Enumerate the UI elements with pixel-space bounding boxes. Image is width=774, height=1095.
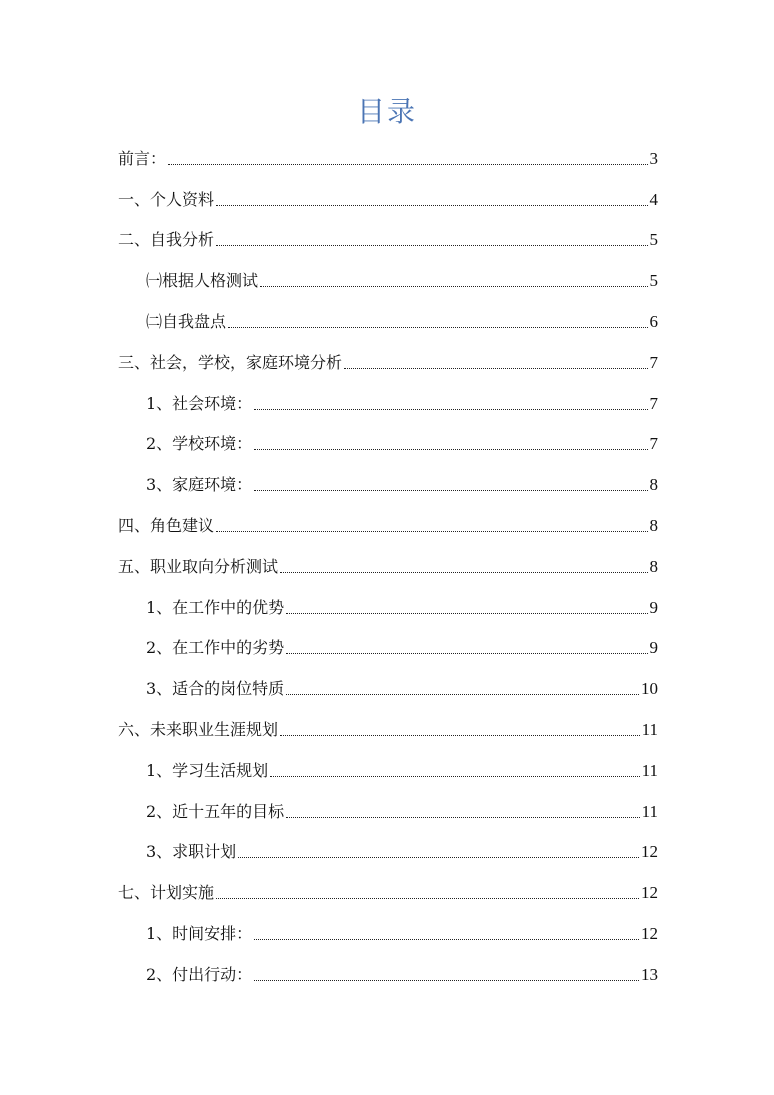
toc-entry-label: 3、家庭环境： bbox=[146, 475, 253, 495]
toc-entry-page-number: 11 bbox=[641, 801, 658, 821]
toc-entry-page-number: 7 bbox=[649, 393, 658, 413]
dot-leader bbox=[238, 856, 639, 858]
dot-leader bbox=[254, 489, 647, 491]
toc-entry-label: 2、付出行动： bbox=[146, 964, 253, 984]
toc-entry-page-number: 5 bbox=[649, 230, 658, 250]
toc-entry[interactable] bbox=[118, 870, 658, 911]
dot-leader bbox=[280, 734, 640, 736]
dot-leader bbox=[286, 612, 647, 614]
toc-entry-page-number: 13 bbox=[641, 964, 658, 984]
toc-entry-page-number: 8 bbox=[649, 556, 658, 576]
toc-entry-label: 三、社会，学校，家庭环境分析 bbox=[118, 352, 343, 372]
toc-title: 目录 bbox=[356, 95, 417, 128]
toc-entry-page-number: 7 bbox=[649, 352, 658, 372]
toc-entry[interactable] bbox=[118, 218, 658, 259]
toc-entry[interactable] bbox=[118, 136, 658, 177]
toc-entry-label: 1、在工作中的优势 bbox=[146, 597, 285, 617]
dot-leader bbox=[254, 448, 647, 450]
toc-entry[interactable] bbox=[118, 830, 658, 871]
toc-entry-label: 五、职业取向分析测试 bbox=[118, 556, 279, 576]
toc-entry[interactable] bbox=[118, 340, 658, 381]
dot-leader bbox=[216, 204, 647, 206]
toc-entry-label: 2、近十五年的目标 bbox=[146, 801, 285, 821]
toc-entry-label: 1、时间安排： bbox=[146, 923, 253, 943]
toc-entry[interactable] bbox=[118, 544, 658, 585]
dot-leader bbox=[254, 938, 639, 940]
toc-entry-label: 六、未来职业生涯规划 bbox=[118, 719, 279, 739]
toc-entry-page-number: 12 bbox=[641, 842, 658, 862]
toc-entry[interactable] bbox=[118, 748, 658, 789]
toc-entry-label: 1、社会环境： bbox=[146, 393, 253, 413]
toc-entry-label: ㈡自我盘点 bbox=[146, 311, 227, 331]
dot-leader bbox=[270, 775, 639, 777]
dot-leader bbox=[260, 285, 647, 287]
toc-entry-page-number: 9 bbox=[649, 638, 658, 658]
toc-entry-label: 二、自我分析 bbox=[118, 230, 215, 250]
toc-entry[interactable] bbox=[118, 462, 658, 503]
dot-leader bbox=[216, 530, 647, 532]
toc-entry[interactable] bbox=[118, 177, 658, 218]
toc-entry-page-number: 12 bbox=[641, 883, 658, 903]
dot-leader bbox=[168, 163, 647, 165]
toc-entry[interactable] bbox=[118, 707, 658, 748]
toc-entry-page-number: 9 bbox=[649, 597, 658, 617]
toc-entry-page-number: 5 bbox=[649, 271, 658, 291]
toc-entry[interactable] bbox=[118, 626, 658, 667]
dot-leader bbox=[344, 367, 647, 369]
toc-entry[interactable] bbox=[118, 299, 658, 340]
toc-entry-label: 前言： bbox=[118, 148, 167, 168]
dot-leader bbox=[216, 897, 639, 899]
dot-leader bbox=[286, 652, 647, 654]
toc-entry[interactable] bbox=[118, 585, 658, 626]
dot-leader bbox=[280, 571, 647, 573]
toc-entry-label: 七、计划实施 bbox=[118, 883, 215, 903]
toc-entry-label: 3、求职计划 bbox=[146, 842, 237, 862]
toc-entry-page-number: 8 bbox=[649, 515, 658, 535]
toc-entry[interactable] bbox=[118, 422, 658, 463]
toc-entry-page-number: 4 bbox=[649, 189, 658, 209]
toc-entry[interactable] bbox=[118, 666, 658, 707]
dot-leader bbox=[286, 816, 639, 818]
toc-entry-page-number: 7 bbox=[649, 434, 658, 454]
toc-entry-label: 一、个人资料 bbox=[118, 189, 215, 209]
toc-entry-page-number: 10 bbox=[641, 679, 658, 699]
toc-entry-page-number: 11 bbox=[641, 719, 658, 739]
toc-entry-label: 1、学习生活规划 bbox=[146, 760, 269, 780]
toc-entry-page-number: 8 bbox=[649, 475, 658, 495]
table-of-contents bbox=[118, 136, 658, 993]
toc-entry[interactable] bbox=[118, 381, 658, 422]
dot-leader bbox=[254, 979, 639, 981]
toc-entry[interactable] bbox=[118, 789, 658, 830]
dot-leader bbox=[228, 326, 647, 328]
toc-entry-page-number: 6 bbox=[649, 311, 658, 331]
dot-leader bbox=[216, 244, 647, 246]
toc-entry-page-number: 11 bbox=[641, 760, 658, 780]
dot-leader bbox=[286, 693, 639, 695]
toc-entry[interactable] bbox=[118, 503, 658, 544]
toc-entry-label: 2、学校环境： bbox=[146, 434, 253, 454]
toc-entry[interactable] bbox=[118, 952, 658, 993]
toc-entry-page-number: 3 bbox=[649, 148, 658, 168]
toc-entry-label: 3、适合的岗位特质 bbox=[146, 679, 285, 699]
toc-entry-label: ㈠根据人格测试 bbox=[146, 271, 259, 291]
toc-entry[interactable] bbox=[118, 911, 658, 952]
toc-entry-label: 2、在工作中的劣势 bbox=[146, 638, 285, 658]
dot-leader bbox=[254, 408, 647, 410]
toc-entry-page-number: 12 bbox=[641, 923, 658, 943]
toc-entry-label: 四、角色建议 bbox=[118, 515, 215, 535]
toc-entry[interactable] bbox=[118, 258, 658, 299]
